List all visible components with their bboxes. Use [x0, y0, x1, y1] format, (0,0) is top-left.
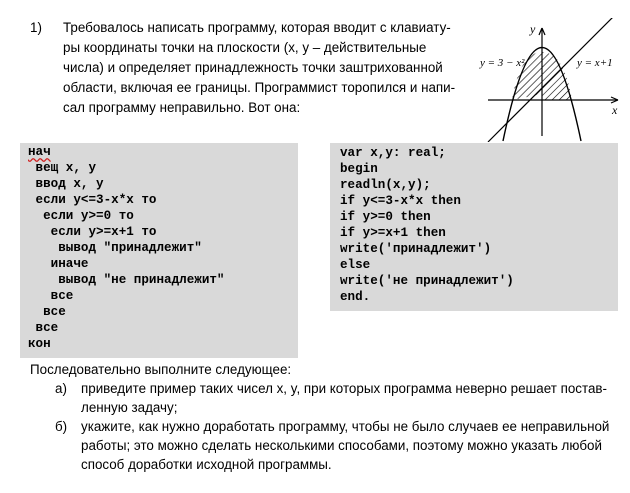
task-number: 1) [30, 20, 42, 35]
x-axis-label: x [612, 103, 618, 117]
instruction-label: а) [55, 381, 67, 396]
code-line: все [28, 289, 74, 303]
task-line: ры координаты точки на плоскости (x, y – действительные [63, 40, 427, 55]
code-line: иначе [28, 257, 89, 271]
instruction-text [81, 417, 621, 474]
code-line: write('принадлежит') [340, 242, 492, 256]
code-line: кон [28, 337, 51, 351]
code-line: begin [340, 162, 378, 176]
instruction-line: приведите пример таких чисел x, y, при которых программа неверно решает постав- [81, 381, 607, 396]
code-listing-algorithmic [20, 143, 298, 358]
instruction-text [81, 379, 621, 417]
code-line: если y>=x+1 то [28, 225, 157, 239]
code-line: if y>=0 then [340, 210, 431, 224]
instruction-line: работы; это можно сделать несколькими способами, поэтому можно указать любой [81, 438, 602, 453]
hatched-region [542, 52, 572, 100]
code-line: вывод "принадлежит" [28, 241, 202, 255]
code-line: вывод "не принадлежит" [28, 273, 225, 287]
task-line: области, включая ее границы. Программист торопился и напи- [63, 80, 456, 95]
task-line: сал программу неправильно. Вот она: [63, 100, 301, 115]
code-line: readln(x,y); [340, 178, 431, 192]
line-label: y = x+1 [577, 57, 613, 69]
task-line: Требовалось написать программу, которая вводит с клавиату- [63, 20, 451, 35]
instruction-item-a [30, 379, 620, 417]
code-listing-pascal [330, 143, 618, 311]
code-line: если y>=0 то [28, 209, 134, 223]
code-line: все [28, 305, 66, 319]
code-line: все [28, 321, 59, 335]
instruction-line: ленную задачу; [81, 400, 178, 415]
code-line: ввод x, y [28, 177, 104, 191]
parabola-label: y = 3 − x² [480, 57, 525, 69]
region-graph [478, 18, 626, 142]
code-line: else [340, 258, 371, 272]
task-line: числа) и определяет принадлежность точки заштрихованной [63, 60, 443, 75]
instructions [30, 360, 620, 474]
code-line: write('не принадлежит') [340, 274, 514, 288]
code-line: var x,y: real; [340, 146, 446, 160]
instruction-item-b [30, 417, 620, 474]
y-axis-label: y [530, 22, 536, 36]
instruction-line: укажите, как нужно доработать программу, чтобы не было случаев ее неправильной [81, 419, 610, 434]
code-line: end. [340, 290, 371, 304]
task-text [63, 18, 468, 118]
code-line: вещ x, y [28, 161, 97, 175]
code-line: if y>=x+1 then [340, 226, 446, 240]
code-line: if y<=3-x*x then [340, 194, 461, 208]
instructions-intro: Последовательно выполните следующее: [30, 362, 292, 377]
code-line: если y<=3-x*x то [28, 193, 157, 207]
instruction-line: способ доработки исходной программы. [81, 457, 332, 472]
code-line: нач [28, 145, 51, 159]
instruction-label: б) [55, 419, 68, 434]
